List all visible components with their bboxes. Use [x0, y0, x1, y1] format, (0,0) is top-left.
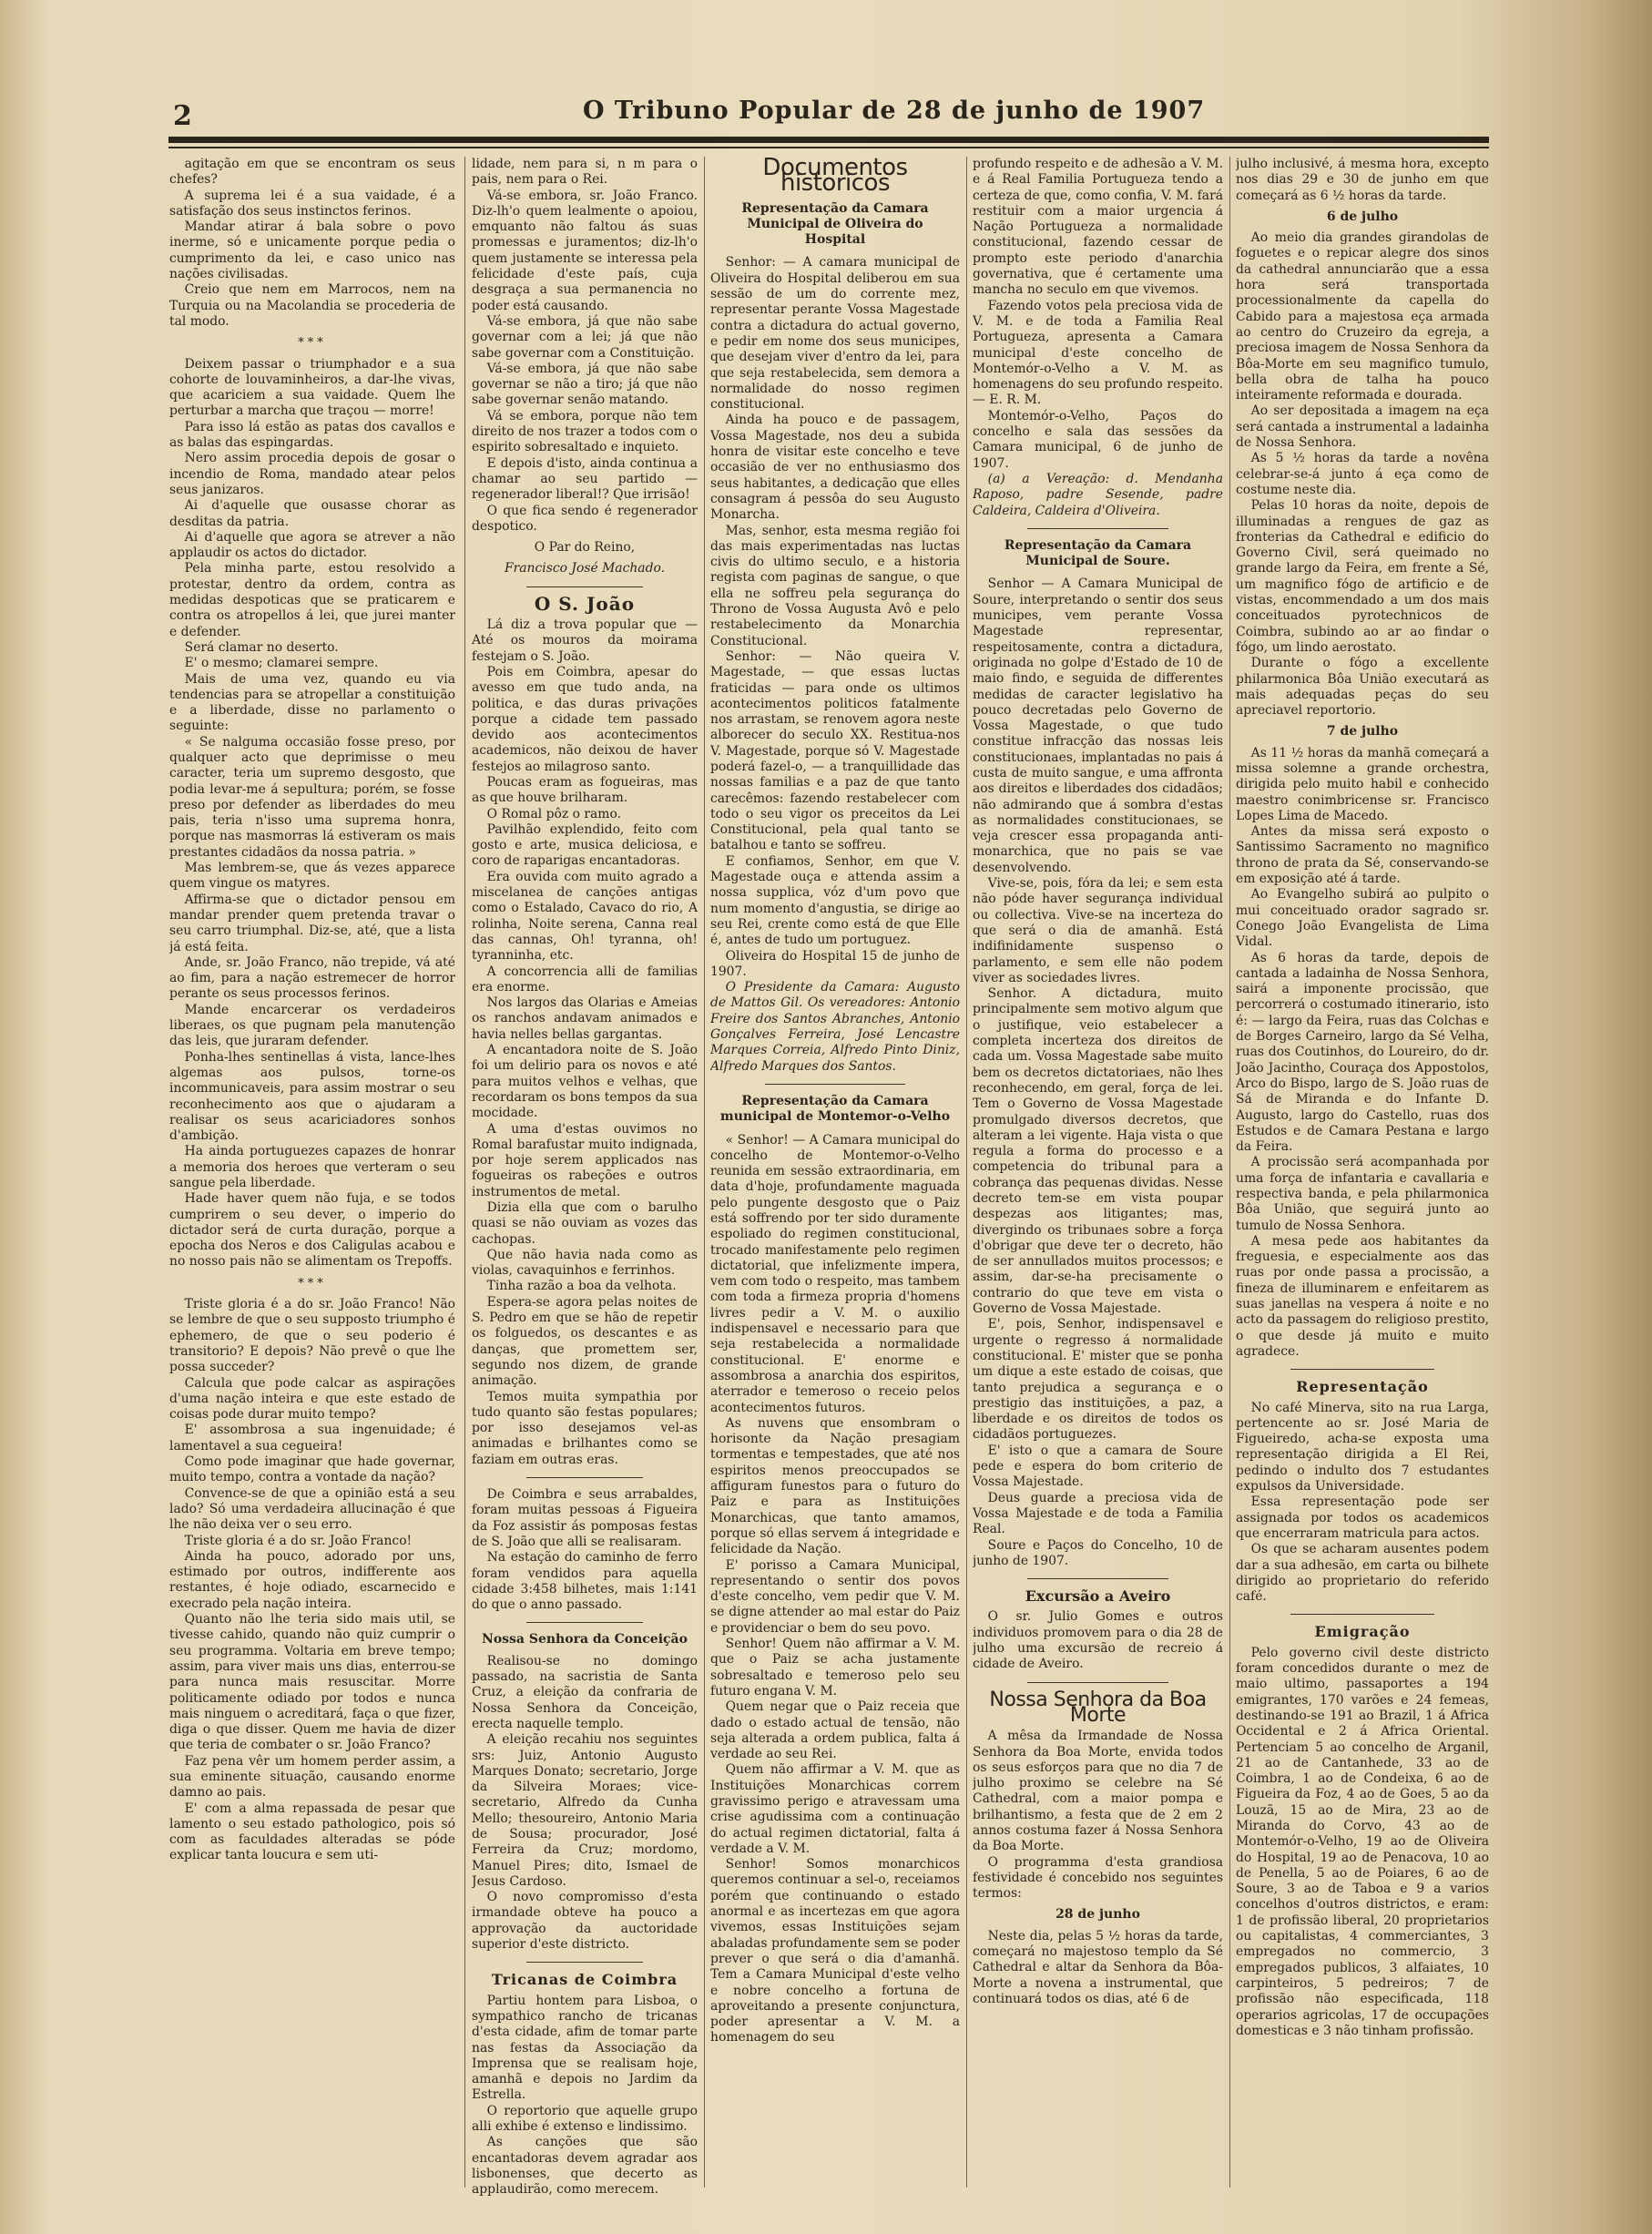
paragraph: Durante o fógo a excellente philarmonica Bôa União executará as mais adequadas peças do seu apreciavel reportorio. — [1236, 656, 1489, 719]
paragraph: Quem não affirmar a V. M. que as Instituições Monarchicas correm gravissimo perigo e atravessam uma crise agudissima com a continuação do actual regimen dictatorial, falta á verdade a V. M. — [710, 1762, 960, 1856]
paragraph: Pelo governo civil deste districto foram concedidos durante o mez de maio ultimo, passaportes a 194 emigrantes, 170 varões e 24 femeas, destinando-se 191 ao Brazil, 1 á Africa Occidental e 2 á Africa Oriental. Pertenciam 5 ao concelho de Arganil, 21 ao de Cantanhede, 33 ao de Coimbra, 1 ao de Condeixa, 6 ao de Figueira da Foz, 4 ao de Goes, 5 ao da Louzã, 15 ao de Mira, 23 ao de Miranda do Corvo, 43 ao de Montemór-o-Velho, 19 ao de Oliveira do Hospital, 19 ao de Penacova, 10 ao de Penella, 5 ao de Poiares, 6 ao de Soure, 3 ao de Taboa e 9 a varios concelhos d'outros districtos, e eram: 1 de profissão liberal, 20 proprietarios ou capitalistas, 4 commerciantes, 3 empregados no commercio, 3 empregados publicos, 3 alfaiates, 10 carpinteiros, 5 pedreiros; 7 de profissão não especificada, 118 operarios agricolas, 17 de occupações domesticas e 3 não tinham profissão. — [1236, 1645, 1489, 2038]
headline-s-joao: O S. João — [534, 592, 636, 615]
paragraph: Senhor: — A camara municipal de Oliveira do Hospital deliberou em sua sessão de um do corrente mez, representar perante Vossa Magestade contra a dictadura do actual governo, e pedir em nome dos seus municipes, que desejam viver d'entro da lei, para que seja restabelecida, sem demora a normalidade do nosso regimen constitucional. — [710, 255, 960, 413]
paragraph: agitação em que se encontram os seus chefes? — [169, 157, 455, 188]
column-divider — [1229, 157, 1230, 2188]
date-heading: 6 de julho — [1326, 209, 1399, 224]
paragraph: Mais de uma vez, quando eu via tendencias para se atropellar a constituição e a liberdade, disse no parlamento o seguinte: — [169, 671, 455, 734]
paragraph: As 5 ½ horas da tarde a novêna celebrar-se-á junto á eça como de costume neste dia. — [1236, 451, 1489, 497]
paragraph: A concorrencia alli de familias era enorme. — [472, 964, 698, 995]
subheadline: Representação da Camara Municipal de Oliveira do Hospital — [741, 200, 929, 248]
paragraph: A encantadora noite de S. João foi um delirio para os novos e até para muitos velhos e velhas, que recordaram os bons tempos da sua mocidade. — [472, 1043, 698, 1121]
paragraph: Pavilhão explendido, feito com gosto e arte, musica deliciosa, e coro de raparigas encantadoras. — [472, 821, 698, 869]
headline-documentos: Documentos historicos — [762, 157, 908, 198]
date-heading: 28 de junho — [1055, 1907, 1140, 1923]
headline-aveiro: Excursão a Aveiro — [1025, 1587, 1171, 1606]
paragraph: Convence-se de que a opinião está a seu lado? Só uma verdadeira allucinação é que lhe não deixa ver o seu erro. — [169, 1485, 455, 1533]
paragraph: (a) a Vereação: d. Mendanha Raposo, padre Sesende, padre Caldeira, Caldeira d'Oliveira. — [973, 471, 1223, 518]
paragraph: Ainda ha pouco e de passagem, Vossa Magestade, nos deu a subida honra de visitar este concelho e teve occasião de ver no enthusiasmo dos seus habitantes, a dedicação que elles consagram á pessôa do seu Augusto Monarcha. — [710, 413, 960, 523]
paragraph: Essa representação pode ser assignada por todos os academicos que encerraram matricula para actos. — [1236, 1494, 1489, 1541]
paragraph: Vá se embora, porque não tem direito de nos trazer a todos com o espirito sobresaltado e inquieto. — [472, 408, 698, 455]
paragraph: « Se nalguma occasião fosse preso, por qualquer acto que deprimisse o meu caracter, teria um supremo desgosto, que podia levar-me á sepultura; porém, se fosse preso por defender as liberdades do meu pais, teria n'isso uma suprema honra, porque nas masmorras lá estiveram os mais prestantes cidadãos da nossa patria. » — [169, 734, 455, 860]
paragraph: O que fica sendo é regenerador despotico. — [472, 503, 698, 534]
paragraph: Ponha-lhes sentinellas á vista, lance-lhes algemas aos pulsos, torne-os incommunicaveis, para assim mostrar o seu reconhecimento aos que o ajudaram a realisar os seus acariciadores sonhos d'ambição. — [169, 1049, 455, 1144]
paragraph: Lá diz a trova popular que — Até os mouros da moirama festejam o S. João. — [472, 617, 698, 664]
paragraph: Montemór-o-Velho, Paços do concelho e sala das sessões da Camara municipal, 6 de junho de 1907. — [973, 408, 1223, 471]
date-heading: 7 de julho — [1326, 724, 1399, 740]
paragraph: As 6 horas da tarde, depois de cantada a ladainha de Nossa Senhora, sairá a imponente procissão, que percorrerá o costumado itinerario, isto é: — largo da Feira, ruas das Colchas e de Borges Carneiro, largo da Sé Velha, ruas dos Coutinhos, do Loureiro, do dr. João Jacintho, Couraça dos Appostolos, Arco do Bispo, largo de S. João ruas de Sá de Miranda e do Infante D. Augusto, largo do Castello, ruas dos Estudos e de Camara Pestana e largo da Feira. — [1236, 950, 1489, 1155]
paragraph: Senhor. A dictadura, muito principalmente sem motivo algum que o justifique, veio estabelecer a completa incerteza dos direitos de cada um. Vossa Magestade sabe muito bem os decretos dictatoriaes, não lhes reconhecendo, em geral, força de lei. Tem o Governo de Vossa Magestade promulgado diversos decretos, que alteram a lei vigente. Haja vista o que regula a forma do processo e a competencia do tribunal para a cobrança das pequenas dividas. Nesse decreto tem-se em vista poupar despezas aos litigantes; mas, divergindo os tribunaes sobre a força d'obrigar que deve ter o decreto, hão de ser annullados muitos processos; e assim, dar-se-ha precisamente o contrario do que teve em vista o Governo de Vossa Majestade. — [973, 986, 1223, 1317]
paragraph: Mas lembrem-se, que ás vezes apparece quem vingue os matyres. — [169, 861, 455, 892]
paragraph: E' isto o que a camara de Soure pede e espera do bom criterio de Vossa Majestade. — [973, 1443, 1223, 1490]
paragraph: Os que se acharam ausentes podem dar a sua adhesão, em carta ou bilhete dirigido ao proprietario do referido café. — [1236, 1542, 1489, 1605]
subheadline: Representação da Camara Municipal de Soure. — [1004, 537, 1192, 569]
paragraph: Mandar atirar á bala sobre o povo inerme, só e unicamente porque pedia o cumprimento da lei, e caso unico nas nações civilisadas. — [169, 219, 455, 282]
paragraph: Creio que nem em Marrocos, nem na Turquia ou na Macolandia se procederia de tal modo. — [169, 282, 455, 329]
paragraph: Pelas 10 horas da noite, depois de illuminadas a rengues de gaz as fronterias da Cathedral e edificio do Governo Civil, será queimado no grande largo da Feira, em frente a Sé, um magnifico fógo de artificio e de vistas, encommendado a um dos mais conceituados pyrotechnicos de Coimbra, subindo ao ar ao findar o fógo, um lindo aerostato. — [1236, 498, 1489, 655]
headline-emigracao: Emigração — [1314, 1623, 1411, 1641]
paragraph: profundo respeito e de adhesão a V. M. e á Real Familia Portugueza tendo a certeza de que, como confia, V. M. fará restituir com a maior urgencia á Nação Portugueza a normalidade constitucional, fazendo cessar de prompto este periodo d'anarchia governativa, que é certamente uma mancha no seculo em que vivemos. — [973, 157, 1223, 298]
column-1 — [169, 157, 455, 2206]
paragraph: A eleição recahiu nos seguintes srs: Juiz, Antonio Augusto Marques Donato; secretario, Jorge da Silveira Moraes; vice-secretario, Alfredo da Cunha Mello; thesoureiro, Antonio Maria de Sousa; procurador, José Ferreira da Cruz; mordomo, Manuel Pires; dito, Ismael de Jesus Cardoso. — [472, 1732, 698, 1889]
paragraph: Como pode imaginar que hade governar, muito tempo, contra a vontade da nação? — [169, 1454, 455, 1485]
paragraph: Ainda ha pouco, adorado por uns, estimado por outros, indifferente aos restantes, é hoje odiado, escarnecido e execrado pela nação inteira. — [169, 1548, 455, 1611]
paragraph: No café Minerva, sito na rua Larga, pertencente ao sr. José Maria de Figueiredo, acha-se exposta uma representação dirigida a El Rei, pedindo o indulto dos 7 estudantes expulsos da Universidade. — [1236, 1400, 1489, 1494]
paragraph: Para isso lá estão as patas dos cavallos e as balas das espingardas. — [169, 419, 455, 451]
section-separator: *** — [298, 336, 327, 351]
paragraph: As canções que são encantadoras devem agradar aos lisbonenses, que decerto as applaudirão, como merecem. — [472, 2135, 698, 2198]
paragraph: E' com a alma repassada de pesar que lamento o seu estado pathologico, pois só com as faculdades alteradas se póde explicar tanta loucura e sem uti- — [169, 1800, 455, 1863]
divider-rule — [1290, 1369, 1434, 1370]
paragraph: Que não havia nada como as violas, cavaquinhos e ferrinhos. — [472, 1247, 698, 1279]
paragraph: Ao Evangelho subirá ao pulpito o mui conceituado orador sagrado sr. Conego João Evangelista de Lima Vidal. — [1236, 887, 1489, 950]
masthead-rule-thin — [168, 147, 1489, 148]
paragraph: Será clamar no deserto. — [184, 639, 339, 655]
paragraph: Espera-se agora pelas noites de S. Pedro em que se hão de repetir os folguedos, os descantes e as danças, que promettem ser, segundo nos dizem, de grande animação. — [472, 1294, 698, 1389]
paragraph: Quanto não lhe teria sido mais util, se tivesse cahido, quando não quiz cumprir o seu programma. Voltaria em breve tempo; assim, para viver mais uns dias, enterrou-se para nunca mais resuscitar. Morre politicamente odiado por todos e nunca mais ninguem o acreditará, faça o que fizer, diga o que disser. Quem me havia de dizer que teria de combater o sr. João Franco? — [169, 1612, 455, 1753]
paragraph: Dizia ella que com o barulho quasi se não ouviam as vozes das cachopas. — [472, 1200, 698, 1247]
paragraph: As nuvens que ensombram o horisonte da Nação presagiam tormentas e tempestades, que até nos espiritos menos preoccupados se affiguram funestos para o futuro do Paiz e para as Instituições Monarchicas, que tanto amamos, porque só ellas servem á integridade e felicidade da Nação. — [710, 1415, 960, 1557]
paragraph: E', pois, Senhor, indispensavel e urgente o regresso á normalidade constitucional. E' mister que se ponha um dique a este estado de coisas, que tanto prejudica a segurança e o prestigio das instituições, a paz, a liberdade e os direitos de todos os cidadãos portuguezes. — [973, 1317, 1223, 1443]
paragraph: Realisou-se no domingo passado, na sacristia de Santa Cruz, a eleição da confraria de Nossa Senhora da Conceição, erecta naquelle templo. — [472, 1653, 698, 1731]
column-divider — [966, 157, 967, 2188]
paragraph: Temos muita sympathia por tudo quanto são festas populares; por isso desejamos vel-as animadas e brilhantes como se faziam em outras eras. — [472, 1389, 698, 1467]
paragraph: Oliveira do Hospital 15 de junho de 1907. — [710, 948, 960, 979]
paragraph: O sr. Julio Gomes e outros individuos promovem para o dia 28 de julho uma excursão de recreio á cidade de Aveiro. — [973, 1609, 1223, 1672]
paragraph: Vive-se, pois, fóra da lei; e sem esta não póde haver segurança individual ou collectiva. Vive-se na incerteza do que será o dia de amanhã. Está indifinidamente suspenso o parlamento, e sem elle não podem viver as sociedades livres. — [973, 876, 1223, 985]
divider-rule — [765, 1084, 905, 1085]
paragraph: Mande encarcerar os verdadeiros liberaes, os que pugnam pela manutenção das leis, que juraram defender. — [169, 1002, 455, 1049]
column-3 — [710, 157, 960, 2206]
paragraph: Soure e Paços do Concelho, 10 de junho de 1907. — [973, 1537, 1223, 1568]
masthead-rule — [168, 137, 1489, 143]
paragraph: Ai d'aquelle que ousasse chorar as desditas da patria. — [169, 498, 455, 529]
paragraph: Nero assim procedia depois de gosar o incendio de Roma, mandado atear pelos seus janizaros. — [169, 451, 455, 497]
paragraph: Ao ser depositada a imagem na eça será cantada a instrumental a ladainha de Nossa Senhora. — [1236, 403, 1489, 451]
paragraph: Poucas eram as fogueiras, mas as que houve brilharam. — [472, 774, 698, 806]
paragraph: Senhor: — Não queira V. Magestade, — que essas luctas fraticidas — para onde os ultimos acontecimentos politicos fatalmente nos arrastam, se renovem agora neste alborecer do seculo XX. Restitua-nos V. Magestade, porque só V. Magestade poderá fazel-o, — a tranquillidade das nossas familias e a paz de que tanto carecêmos: fazendo restabelecer com todo o seu vigor os preceitos da Lei Constitucional, pela qual tanto se batalhou e tanto se soffreu. — [710, 648, 960, 853]
paragraph: Fazendo votos pela preciosa vida de V. M. e de toda a Familia Real Portugueza, apresenta a Camara municipal d'este concelho de Montemór-o-Velho a V. M. as homenagens do seu profundo respeito. — E. R. M. — [973, 298, 1223, 408]
paragraph: O Romal pôz o ramo. — [486, 806, 622, 821]
divider-rule — [526, 1622, 643, 1623]
page-number: 2 — [173, 100, 192, 132]
newspaper-title: O Tribuno Popular de 28 de junho de 1907 — [583, 97, 1206, 125]
column-4 — [973, 157, 1223, 2206]
paragraph: O novo compromisso d'esta irmandade obteve ha pouco a approvação da auctoridade superior d'este districto. — [472, 1890, 698, 1953]
section-separator: *** — [298, 1276, 327, 1290]
paragraph: Senhor! Quem não affirmar a V. M. que o Paiz se acha justamente sobresaltado e temeroso pelo seu futuro engana V. M. — [710, 1637, 960, 1698]
paragraph: E' assombrosa a sua ingenuidade; é lamentavel a sua cegueira! — [169, 1423, 455, 1454]
headline-representacao: Representação — [1296, 1378, 1429, 1396]
paragraph: Vá-se embora, já que não sabe governar se não a tiro; já que não sabe governar senão matando. — [472, 361, 698, 408]
paragraph: Nos largos das Olarias e Ameias os ranchos andavam animados e havia nelles bellas gargantas. — [472, 995, 698, 1042]
paragraph: julho inclusivé, á mesma hora, excepto nos dias 29 e 30 de junho em que começará as 6 ½ horas da tarde. — [1236, 157, 1489, 203]
headline-tricanas: Tricanas de Coimbra — [491, 1971, 678, 1989]
divider-rule — [1027, 1682, 1168, 1683]
headline-boa-morte: Nossa Senhora da Boa Morte — [989, 1688, 1207, 1727]
headline-conceicao: Nossa Senhora da Conceição — [482, 1632, 688, 1647]
paragraph: Neste dia, pelas 5 ½ horas da tarde, começará no majestoso templo da Sé Cathedral e altar da Senhora da Bôa-Morte a novena a instrumental, que continuará todos os dias, até 6 de — [973, 1928, 1223, 2006]
signature-name: Francisco José Machado. — [504, 561, 666, 576]
paragraph: Senhor — A Camara Municipal de Soure, interpretando o sentir dos seus municipes, vem perante Vossa Magestade representar, respeitosamente, contra a dictadura, originada no golpe d'Estado de 10 de maio findo, e seguida de differentes medidas de caracter legislativo ha pouco decretadas pelo Governo de Vossa Magestade, o que tudo constitue infracção das nossas leis constitucionaes, implantadas no pais á custa de muito sangue, e uma affronta aos direitos e liberdades dos cidadãos; não admirando que á sombra d'estas as normalidades constitucionaes, se veja crescer essa propaganda anti-monarchica, que no pais se vae desenvolvendo. — [973, 576, 1223, 875]
paragraph: Senhor! Somos monarchicos queremos continuar a sel-o, receiamos porém que continuando o estado anormal e as incertezas em que agora vivemos, essas Instituições sejam abaladas profundamente sem se poder prever o que será o dia d'amanhã. Tem a Camara Municipal d'este velho e nobre concelho a fortuna de aproveitando a presente conjunctura, poder apresentar a V. M. a homenagem do seu — [710, 1857, 960, 2045]
paragraph: E' o mesmo; clamarei sempre. — [184, 656, 379, 671]
divider-rule — [1027, 1578, 1168, 1579]
paragraph: As 11 ½ horas da manhã começará a missa solemne a grande orchestra, dirigida pelo muito habil e conhecido maestro conimbricense sr. Francisco Lopes Lima de Macedo. — [1236, 745, 1489, 823]
divider-rule — [1290, 1614, 1434, 1615]
paragraph: De Coimbra e seus arrabaldes, foram muitas pessoas á Figueira da Foz assistir ás pomposas festas de S. João que alli se realisaram. — [472, 1487, 698, 1549]
paragraph: Ai d'aquelle que agora se atrever a não applaudir os actos do dictador. — [169, 529, 455, 561]
paragraph: Pela minha parte, estou resolvido a protestar, dentro da ordem, contra as medidas despoticas que se praticarem e contra os atropellos á lei, que jurei manter e defender. — [169, 561, 455, 639]
column-divider — [464, 157, 465, 2188]
paragraph: Mas, senhor, esta mesma região foi das mais experimentadas nas luctas civis do ultimo seculo, e a historia regista com paginas de sangue, o que ella ne soffreu pela segurança do Throno de Vossa Augusta Avô e pelo restabelecimento da Monarchia Constitucional. — [710, 523, 960, 648]
paragraph: Affirma-se que o dictador pensou em mandar prender quem pretenda travar o seu carro triumphal. Diz-se, até, que a lista já está feita. — [169, 892, 455, 954]
paragraph: Tinha razão a boa da velhota. — [486, 1279, 677, 1294]
paragraph: Calcula que pode calcar as aspirações d'uma nação inteira e que este estado de coisas pode durar muito tempo? — [169, 1375, 455, 1423]
paragraph: Hade haver quem não fuja, e se todos cumprirem o seu dever, o imperio do dictador será de curta duração, porque a epocha dos Neros e dos Caligulas acabou e no nosso pais não se alimentam os Trepoffs. — [169, 1191, 455, 1270]
paragraph: Era ouvida com muito agrado a miscelanea de canções antigas como o Estalado, Cavaco do rio, A rolinha, Noite serena, Canna real das cannas, Oh! tyranna, oh! tyranninha, etc. — [472, 869, 698, 964]
paragraph: Vá-se embora, sr. João Franco. Diz-lh'o quem lealmente o apoiou, emquanto não faltou ás suas promessas e juramentos; diz-lh'o quem justamente se interessa pela felicidade d'este país, cuja desgraça a sua permanencia no poder está causando. — [472, 188, 698, 313]
divider-rule — [526, 1962, 643, 1963]
paragraph: E' porisso a Camara Municipal, representando o sentir dos povos d'este concelho, vem pedir que V. M. se digne attender ao mal estar do Paiz e providenciar o bem do seu povo. — [710, 1557, 960, 1636]
paragraph: Pois em Coimbra, apesar do avesso em que tudo anda, na politica, e das duras privações porque a cidade tem passado devido aos acontecimentos academicos, não deixou de haver festejos ao milagroso santo. — [472, 664, 698, 774]
paragraph: Partiu hontem para Lisboa, o sympathico rancho de tricanas d'esta cidade, afim de tomar parte nas festas da Associação da Imprensa que se realisam hoje, amanhã e depois no Jardim da Estrella. — [472, 1993, 698, 2103]
paragraph: Deus guarde a preciosa vida de Vossa Majestade e de toda a Familia Real. — [973, 1490, 1223, 1537]
paragraph: E confiamos, Senhor, em que V. Magestade ouça e attenda assim a nossa supplica, vóz d'um povo que num momento d'angustia, se dirige ao seu Rei, crente como está de que Elle é, antes de tudo um portuguez. — [710, 853, 960, 948]
paragraph: « Senhor! — A Camara municipal do concelho de Montemor-o-Velho reunida em sessão extraordinaria, em data d'hoje, profundamente maguada pelo pungente desgosto que o Paiz está soffrendo por ter sido duramente espoliado do regimen constitucional, trocado manifestamente pelo regimen dictatorial, que infelizmente impera, vem com todo o respeito, mas tambem com toda a firmeza propria d'homens livres pedir a V. M. o auxilio indispensavel e necessario para que seja restabelecida a normalidade constitucional. E' enorme e assombrosa a anarchia dos espiritos, aterrador e temeroso o receio pelos acontecimentos futuros. — [710, 1132, 960, 1415]
paragraph: A procissão será acompanhada por uma força de infantaria e cavallaria e respectiva banda, e pela philarmonica Bôa União, que seguirá junto ao tumulo de Nossa Senhora. — [1236, 1155, 1489, 1233]
paragraph: Triste gloria é a do sr. João Franco! Não se lembre de que o seu supposto triumpho é ephemero, de que o seu poderio é transitorio? E depois? Não prevê o que lhe possa succeder? — [169, 1297, 455, 1375]
paragraph: Triste gloria é a do sr. João Franco! — [184, 1533, 413, 1548]
paragraph: Quem negar que o Paiz receia que dado o estado actual de tensão, não seja alterada a ordem publica, falta á verdade ao seu Rei. — [710, 1699, 960, 1762]
paragraph: O programma d'esta grandiosa festividade é concebido nos seguintes termos: — [973, 1854, 1223, 1902]
column-divider — [704, 157, 705, 2188]
masthead — [164, 89, 1494, 135]
paragraph: Vá-se embora, já que não sabe governar com a lei; já que não sabe governar com a Constituição. — [472, 313, 698, 361]
signature-title: O Par do Reino, — [534, 540, 636, 556]
divider-rule — [526, 1477, 643, 1478]
paragraph: Ha ainda portuguezes capazes de honrar a memoria dos heroes que verteram o seu sangue pela liberdade. — [169, 1144, 455, 1190]
subheadline: Representação da Camara municipal de Montemor-o-Velho — [719, 1093, 951, 1125]
column-5 — [1236, 157, 1489, 2206]
paragraph: O reportorio que aquelle grupo alli exhibe é extenso e lindissimo. — [472, 2103, 698, 2135]
paragraph: A suprema lei é a sua vaidade, é a satisfação dos seus instinctos ferinos. — [169, 188, 455, 219]
paragraph: Na estação do caminho de ferro foram vendidos para aquella cidade 3:458 bilhetes, mais 1:141 do que o anno passado. — [472, 1550, 698, 1613]
paragraph: Antes da missa será exposto o Santissimo Sacramento no magnifico throno de prata da Sé, conservando-se em exposição até á tarde. — [1236, 824, 1489, 887]
divider-rule — [1027, 528, 1168, 529]
paragraph: A mesa pede aos habitantes da freguesia, e especialmente aos das ruas por onde passa a procissão, a fineza de illuminarem e enfeitarem as suas janellas na vespera á noite e no acto da passagem do religioso prestito, o que desde já muito e muito agradece. — [1236, 1233, 1489, 1359]
paragraph: E depois d'isto, ainda continua a chamar ao seu partido — regenerador liberal!? Que irrisão! — [472, 455, 698, 503]
paragraph: Ao meio dia grandes girandolas de foguetes e o repicar alegre dos sinos da cathedral annunciarão que a essa hora será transportada processionalmente da capella do Cabido para a majestosa eça armada ao centro do Cruzeiro da egreja, a preciosa imagem de Nossa Senhora da Bôa-Morte em seu magnifico tumulo, bella obra de talha ha pouco inteiramente reformada e dourada. — [1236, 230, 1489, 403]
paragraph: Deixem passar o triumphador e a sua cohorte de louvaminheiros, a dar-lhe vivas, que acariciem a sua vaidade. Quem lhe perturbar a marcha que traçou — morre! — [169, 356, 455, 419]
paragraph: A mêsa da Irmandade de Nossa Senhora da Boa Morte, envida todos os seus esforços para que no dia 7 de julho proximo se celebre na Sé Cathedral, com a maior pompa e brilhantismo, a festa que de 2 em 2 annos costuma fazer á Nossa Senhora da Boa Morte. — [973, 1729, 1223, 1854]
paragraph: Ande, sr. João Franco, não trepide, vá até ao fim, para a nação estremecer de horror perante os seus processos ferinos. — [169, 954, 455, 1002]
paragraph: lidade, nem para si, n m para o pais, nem para o Rei. — [472, 157, 698, 188]
paragraph: A uma d'estas ouvimos no Romal barafustar muito indignada, por hoje serem applicados nas fogueiras os rabeções e outros instrumentos de metal. — [472, 1121, 698, 1199]
paragraph: Faz pena vêr um homem perder assim, a sua eminente situação, causando enorme damno ao pais. — [169, 1753, 455, 1800]
column-2 — [472, 157, 698, 2206]
paragraph: O Presidente da Camara: Augusto de Mattos Gil. Os vereadores: Antonio Freire dos Santos Abranches, Antonio Gonçalves Ferreira, José Lencastre Marques Correia, Alfredo Pinto Diniz, Alfredo Marques dos Santos. — [710, 980, 960, 1074]
